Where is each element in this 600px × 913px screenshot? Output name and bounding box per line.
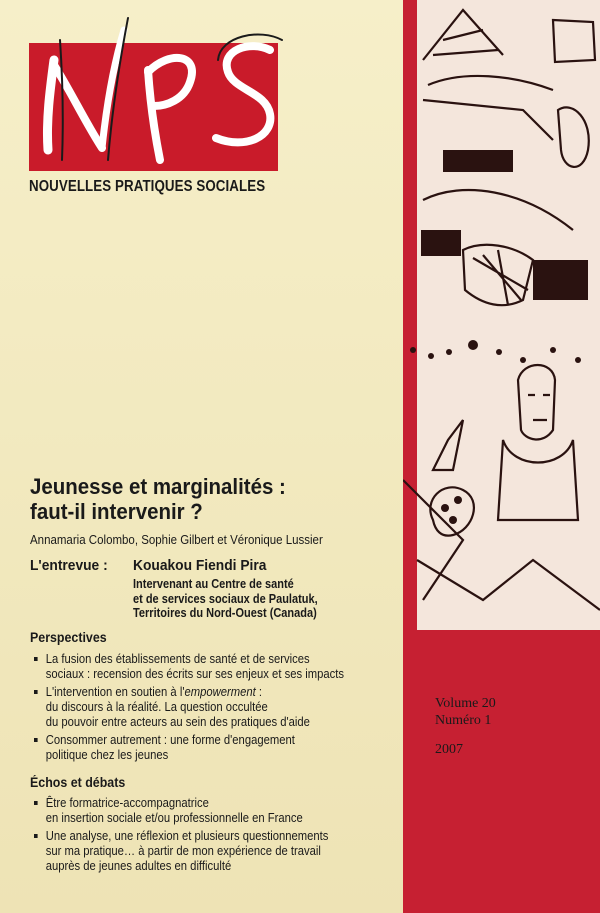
journal-subtitle: NOUVELLES PRATIQUES SOCIALES	[29, 178, 266, 195]
list-item: L'intervention en soutien à l'empowerment : du discours à la réalité. La question occultée du pouvoir entre acteurs au sein des pratiques d'aide	[34, 685, 406, 730]
echos-heading: Échos et débats	[30, 775, 126, 790]
interview-description	[133, 577, 362, 621]
nps-logo	[20, 10, 310, 180]
issue-year: 2007	[435, 742, 463, 757]
bullet-icon	[34, 738, 38, 742]
interview-desc-line3: Territoires du Nord-Ouest (Canada)	[133, 606, 317, 620]
issue-info	[435, 695, 585, 758]
cover-illustration	[403, 0, 600, 660]
interview-label: L'entrevue :	[30, 557, 108, 574]
issue-number: Numéro 1	[435, 713, 492, 728]
article-title-line2: faut-il intervenir ?	[30, 499, 203, 524]
interview-desc-line1: Intervenant au Centre de santé	[133, 577, 294, 591]
article-title	[30, 474, 374, 524]
issue-volume: Volume 20	[435, 696, 496, 711]
list-item: Une analyse, une réflexion et plusieurs questionnements sur ma pratique… à partir de mon expérience de travail auprès de jeunes adultes en difficulté	[34, 829, 406, 874]
article-authors: Annamaria Colombo, Sophie Gilbert et Véronique Lussier	[30, 533, 323, 547]
list-item: Être formatrice-accompagnatrice en insertion sociale et/ou professionnelle en France	[34, 796, 406, 826]
bullet-icon	[34, 690, 38, 694]
interview-desc-line2: et de services sociaux de Paulatuk,	[133, 591, 318, 606]
list-item: Consommer autrement : une forme d'engagement politique chez les jeunes	[34, 733, 406, 763]
list-item: La fusion des établissements de santé et de services sociaux : recension des écrits sur ses enjeux et ses impacts	[34, 652, 406, 682]
bullet-icon	[34, 801, 38, 805]
article-title-line1: Jeunesse et marginalités :	[30, 474, 286, 499]
bullet-icon	[34, 657, 38, 661]
perspectives-list	[34, 652, 399, 766]
perspectives-heading: Perspectives	[30, 630, 107, 645]
echos-list	[34, 796, 399, 877]
interview-name: Kouakou Fiendi Pira	[133, 557, 267, 574]
bullet-icon	[34, 834, 38, 838]
